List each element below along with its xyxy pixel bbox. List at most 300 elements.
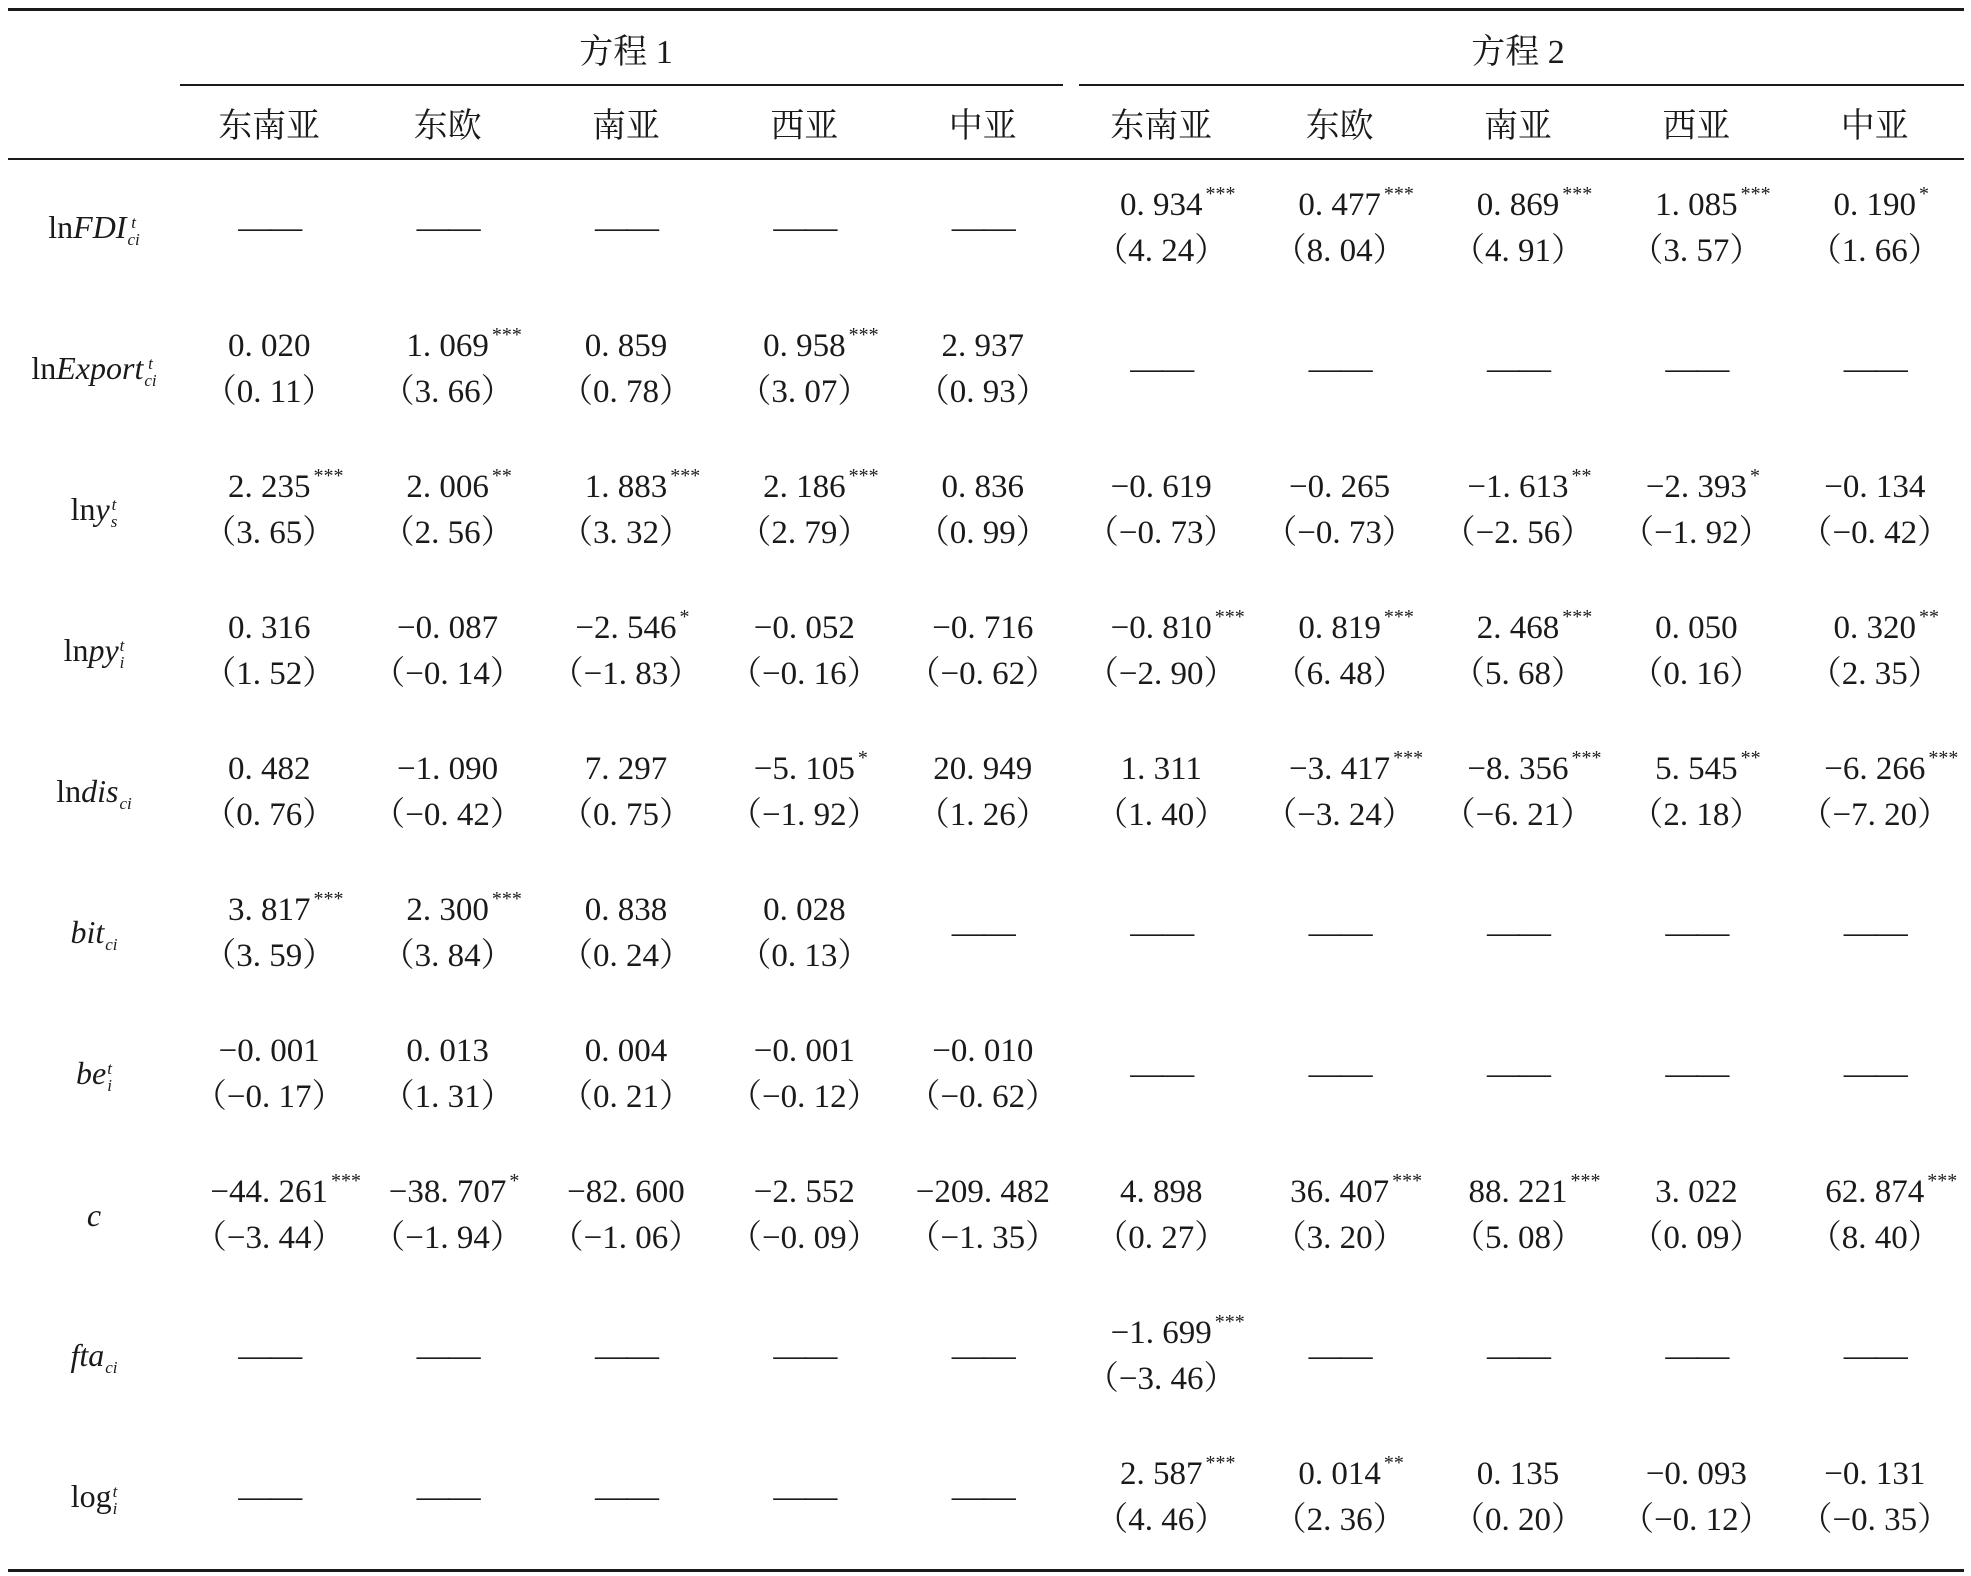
coefficient-value <box>406 323 522 366</box>
coefficient-value <box>763 892 846 930</box>
variable-name: be <box>76 1055 107 1092</box>
significance-stars: *** <box>848 464 879 487</box>
t-statistic: （−0. 62） <box>907 655 1059 692</box>
empty-cell <box>715 1286 893 1427</box>
variable-name: fta <box>70 1337 105 1374</box>
coefficient-value <box>1298 182 1414 225</box>
significance-stars: * <box>1919 182 1930 205</box>
coefficient-number: 20. 949 <box>933 750 1033 787</box>
coefficient-value <box>228 610 311 648</box>
coefficient-cell <box>537 722 715 863</box>
significance-stars: *** <box>1927 1169 1958 1192</box>
table-row <box>8 440 1964 581</box>
coefficient-value <box>397 610 498 648</box>
table-row <box>8 1286 1964 1427</box>
coefficient-value <box>406 1033 489 1071</box>
coefficient-value <box>1298 605 1414 648</box>
t-statistic: （0. 20） <box>1451 1501 1584 1538</box>
empty-dash: —— <box>1130 351 1193 387</box>
coefficient-value <box>1655 610 1738 648</box>
coefficient-cell <box>1072 440 1250 581</box>
variable-prefix: ln <box>70 491 96 528</box>
t-statistic: （3. 07） <box>738 373 871 410</box>
variable-label <box>8 1004 180 1145</box>
coefficient-number: 36. 407 <box>1290 1173 1390 1210</box>
coefficient-value <box>1119 1451 1236 1494</box>
t-statistic: （−0. 73） <box>1085 514 1237 551</box>
coefficient-number: 88. 221 <box>1468 1173 1568 1210</box>
empty-cell <box>537 158 715 299</box>
t-statistic: （−0. 42） <box>372 796 523 833</box>
t-statistic: （2. 56） <box>381 514 514 551</box>
significance-stars: *** <box>313 464 344 487</box>
t-statistic: （4. 91） <box>1451 232 1584 269</box>
coefficient-value <box>1645 464 1760 507</box>
coefficient-cell <box>180 722 358 863</box>
region-header-row <box>8 86 1964 158</box>
empty-cell <box>180 1286 358 1427</box>
coefficient-number: 5. 545 <box>1655 750 1738 787</box>
t-statistic: （−2. 90） <box>1085 655 1237 692</box>
empty-dash: —— <box>1665 915 1728 951</box>
t-statistic: （−0. 14） <box>372 655 523 692</box>
empty-cell <box>1786 299 1964 440</box>
empty-cell <box>1072 1004 1250 1145</box>
coefficient-value <box>1655 1174 1738 1212</box>
coefficient-value <box>763 464 879 507</box>
group-header-equation2: 方程 2 <box>1471 33 1565 71</box>
coefficient-cell <box>894 581 1072 722</box>
coefficient-value <box>1290 1169 1423 1212</box>
empty-dash: —— <box>1843 1056 1906 1092</box>
region-header: 中亚 <box>948 107 1017 145</box>
significance-stars: *** <box>1383 605 1414 628</box>
coefficient-cell <box>1786 722 1964 863</box>
coefficient-cell <box>1607 722 1785 863</box>
significance-stars: *** <box>1928 746 1959 769</box>
empty-cell <box>1429 863 1607 1004</box>
variable-label <box>8 158 180 299</box>
t-statistic: （4. 46） <box>1095 1501 1228 1538</box>
coefficient-value <box>916 1174 1050 1212</box>
variable-subscript: ci <box>144 370 157 390</box>
coefficient-cell <box>1250 440 1428 581</box>
coefficient-cell <box>180 581 358 722</box>
table-row <box>8 1145 1964 1286</box>
significance-stars: *** <box>313 887 344 910</box>
coefficient-cell <box>358 299 536 440</box>
variable-label <box>8 863 180 1004</box>
coefficient-cell <box>894 1004 1072 1145</box>
variable-superscript: t <box>111 494 117 514</box>
coefficient-number: 1. 069 <box>406 327 489 364</box>
coefficient-number: 0. 320 <box>1833 609 1917 646</box>
coefficient-value <box>585 328 668 366</box>
coefficient-value <box>227 887 344 930</box>
t-statistic: （0. 09） <box>1630 1219 1763 1256</box>
significance-stars: *** <box>1393 746 1424 769</box>
coefficient-cell <box>1786 1427 1964 1568</box>
coefficient-cell <box>1250 581 1428 722</box>
coefficient-value <box>585 751 668 789</box>
empty-cell <box>1429 1286 1607 1427</box>
coefficient-number: 7. 297 <box>584 750 668 787</box>
coefficient-cell <box>537 299 715 440</box>
coefficient-value <box>585 1033 668 1071</box>
coefficient-value <box>763 323 879 366</box>
coefficient-value <box>228 751 311 789</box>
coefficient-cell <box>180 1004 358 1145</box>
coefficient-value <box>1833 605 1940 648</box>
coefficient-value <box>754 610 855 648</box>
significance-stars: *** <box>1562 605 1593 628</box>
coefficient-value <box>754 1174 855 1212</box>
coefficient-number: 0. 869 <box>1476 186 1560 223</box>
table-row <box>8 299 1964 440</box>
table-row <box>8 158 1964 299</box>
coefficient-value <box>585 892 668 930</box>
coefficient-number: −0. 619 <box>1110 468 1212 505</box>
coefficient-value <box>1121 751 1202 789</box>
coefficient-cell <box>715 722 893 863</box>
coefficient-cell <box>1250 1145 1428 1286</box>
region-header: 东南亚 <box>1110 107 1213 145</box>
variable-prefix: ln <box>31 350 57 387</box>
coefficient-cell <box>1072 722 1250 863</box>
variable-label <box>8 1427 180 1568</box>
t-statistic: （−0. 16） <box>729 655 880 692</box>
table-body <box>8 158 1964 1568</box>
empty-cell <box>1429 299 1607 440</box>
empty-dash: —— <box>1843 915 1906 951</box>
group-header-row <box>8 10 1964 86</box>
coefficient-number: −209. 482 <box>915 1173 1050 1210</box>
significance-stars: *** <box>1214 605 1245 628</box>
coefficient-value <box>1468 1169 1601 1212</box>
coefficient-cell <box>1786 1145 1964 1286</box>
coefficient-value <box>753 746 868 789</box>
coefficient-number: −0. 265 <box>1289 468 1391 505</box>
coefficient-number: −1. 699 <box>1110 1314 1212 1351</box>
coefficient-value <box>933 751 1032 789</box>
t-statistic: （3. 66） <box>381 373 514 410</box>
regression-table <box>8 10 1964 1568</box>
significance-stars: *** <box>491 323 522 346</box>
coefficient-value <box>575 605 690 648</box>
coefficient-cell <box>1429 722 1607 863</box>
coefficient-number: 0. 050 <box>1655 609 1738 646</box>
significance-stars: *** <box>1383 182 1414 205</box>
variable-subscript: ci <box>105 934 118 954</box>
coefficient-value <box>1655 182 1771 225</box>
empty-cell <box>1607 299 1785 440</box>
variable-superscript: t <box>119 635 125 655</box>
coefficient-number: 0. 014 <box>1298 1455 1381 1492</box>
empty-dash: —— <box>1308 1056 1371 1092</box>
coefficient-number: 0. 482 <box>227 750 311 787</box>
empty-cell <box>894 863 1072 1004</box>
coefficient-value <box>1824 746 1959 789</box>
coefficient-cell <box>1786 158 1964 299</box>
empty-dash: —— <box>1843 351 1906 387</box>
coefficient-value <box>942 469 1025 507</box>
coefficient-cell <box>894 1145 1072 1286</box>
empty-dash: —— <box>951 1479 1014 1515</box>
table-row <box>8 581 1964 722</box>
coefficient-number: −44. 261 <box>210 1173 328 1210</box>
coefficient-value <box>227 464 344 507</box>
region-header-blank <box>8 86 180 158</box>
coefficient-cell <box>537 1004 715 1145</box>
variable-name: py <box>88 632 119 669</box>
empty-dash: —— <box>1486 1056 1549 1092</box>
t-statistic: （3. 84） <box>381 937 514 974</box>
significance-stars: ** <box>1571 464 1592 487</box>
variable-prefix: ln <box>56 773 82 810</box>
coefficient-number: −0. 716 <box>932 609 1034 646</box>
variable-name: dis <box>81 773 119 810</box>
coefficient-number: −0. 810 <box>1110 609 1212 646</box>
variable-subscript: i <box>107 1075 112 1095</box>
coefficient-number: 0. 190 <box>1833 186 1917 223</box>
coefficient-value <box>1111 469 1212 507</box>
variable-superscript: t <box>112 1481 118 1501</box>
t-statistic: （0. 16） <box>1630 655 1763 692</box>
empty-cell <box>1250 1004 1428 1145</box>
empty-dash: —— <box>594 1338 657 1374</box>
empty-dash: —— <box>1308 915 1371 951</box>
empty-dash: —— <box>416 1338 479 1374</box>
variable-subscript: ci <box>119 793 132 813</box>
variable-label <box>8 1145 180 1286</box>
coefficient-value <box>1476 605 1593 648</box>
coefficient-value <box>1824 1456 1925 1494</box>
t-statistic: （2. 36） <box>1273 1501 1406 1538</box>
t-statistic: （4. 24） <box>1095 232 1228 269</box>
t-statistic: （0. 13） <box>738 937 871 974</box>
empty-dash: —— <box>1130 1056 1193 1092</box>
coefficient-number: 0. 135 <box>1476 1455 1560 1492</box>
empty-dash: —— <box>951 210 1014 246</box>
significance-stars: * <box>1749 464 1760 487</box>
coefficient-number: 2. 186 <box>763 468 846 505</box>
t-statistic: （6. 48） <box>1273 655 1406 692</box>
variable-superscript: t <box>131 212 136 232</box>
coefficient-value <box>1467 746 1602 789</box>
region-header: 南亚 <box>591 107 660 145</box>
coefficient-value <box>1120 1174 1203 1212</box>
t-statistic: （−1. 94） <box>372 1219 523 1256</box>
coefficient-number: −38. 707 <box>388 1173 507 1210</box>
t-statistic: （−0. 12） <box>729 1078 880 1115</box>
t-statistic: （−1. 06） <box>550 1219 702 1256</box>
variable-label <box>8 722 180 863</box>
coefficient-number: −0. 010 <box>932 1032 1034 1069</box>
coefficient-cell <box>1607 581 1785 722</box>
coefficient-cell <box>358 722 536 863</box>
coefficient-cell <box>537 863 715 1004</box>
significance-stars: *** <box>331 1169 361 1192</box>
coefficient-cell <box>1607 1145 1785 1286</box>
significance-stars: ** <box>1919 605 1940 628</box>
coefficient-value <box>1110 605 1245 648</box>
empty-cell <box>358 1427 536 1568</box>
empty-dash: —— <box>951 1338 1014 1374</box>
coefficient-cell <box>1072 581 1250 722</box>
coefficient-value <box>584 464 701 507</box>
coefficient-number: 0. 836 <box>941 468 1025 505</box>
empty-dash: —— <box>951 915 1014 951</box>
empty-cell <box>1607 1004 1785 1145</box>
significance-stars: *** <box>1392 1169 1423 1192</box>
coefficient-cell <box>894 440 1072 581</box>
significance-stars: *** <box>491 887 522 910</box>
empty-dash: —— <box>416 210 479 246</box>
coefficient-cell <box>1786 581 1964 722</box>
region-header: 东欧 <box>413 107 482 145</box>
region-header: 东南亚 <box>218 107 321 145</box>
t-statistic: （−1. 83） <box>550 655 702 692</box>
significance-stars: * <box>509 1169 520 1192</box>
coefficient-number: 0. 934 <box>1119 186 1203 223</box>
significance-stars: *** <box>1571 746 1602 769</box>
region-header: 东欧 <box>1305 107 1374 145</box>
empty-dash: —— <box>1130 915 1193 951</box>
coefficient-cell <box>180 1145 361 1286</box>
table-row <box>8 863 1964 1004</box>
coefficient-number: 2. 468 <box>1476 609 1560 646</box>
coefficient-cell <box>715 1004 893 1145</box>
t-statistic: （1. 66） <box>1808 232 1941 269</box>
empty-dash: —— <box>773 1479 836 1515</box>
t-statistic: （0. 11） <box>203 373 335 410</box>
variable-prefix: ln <box>48 209 74 246</box>
coefficient-cell <box>358 863 536 1004</box>
coefficient-value <box>219 1033 320 1071</box>
empty-cell <box>180 1427 358 1568</box>
coefficient-value <box>754 1033 855 1071</box>
empty-cell <box>894 1286 1072 1427</box>
significance-stars: *** <box>1214 1310 1245 1333</box>
coefficient-number: 2. 006 <box>406 468 489 505</box>
coefficient-cell <box>715 863 893 1004</box>
variable-label <box>8 1286 180 1427</box>
empty-cell <box>358 1286 536 1427</box>
coefficient-cell <box>537 581 715 722</box>
coefficient-cell <box>358 581 536 722</box>
table-row <box>8 1004 1964 1145</box>
coefficient-number: −0. 134 <box>1824 468 1926 505</box>
coefficient-value <box>388 1169 520 1212</box>
empty-dash: —— <box>238 1338 301 1374</box>
coefficient-number: −0. 001 <box>218 1032 320 1069</box>
coefficient-cell <box>894 722 1072 863</box>
t-statistic: （1. 31） <box>381 1078 514 1115</box>
coefficient-value <box>1289 746 1424 789</box>
variable-label <box>8 440 180 581</box>
t-statistic: （3. 32） <box>559 514 692 551</box>
coefficient-cell <box>715 299 893 440</box>
corner-cell <box>8 10 180 86</box>
significance-stars: *** <box>848 323 879 346</box>
significance-stars: *** <box>1740 182 1771 205</box>
t-statistic: （0. 76） <box>203 796 336 833</box>
variable-subscript: i <box>112 1498 118 1518</box>
variable-name: Export <box>56 350 144 387</box>
coefficient-number: −2. 552 <box>753 1173 855 1210</box>
coefficient-value <box>397 751 498 789</box>
coefficient-cell <box>180 299 358 440</box>
coefficient-number: 1. 883 <box>584 468 668 505</box>
empty-dash: —— <box>773 1338 836 1374</box>
empty-dash: —— <box>1665 1338 1728 1374</box>
coefficient-number: −2. 546 <box>575 609 677 646</box>
coefficient-value <box>1825 1169 1958 1212</box>
coefficient-value <box>406 464 512 507</box>
coefficient-cell <box>1786 440 1964 581</box>
table-bottom-rule <box>8 1569 1964 1572</box>
t-statistic: （8. 40） <box>1808 1219 1941 1256</box>
t-statistic: （0. 21） <box>559 1078 692 1115</box>
coefficient-value <box>210 1169 361 1212</box>
t-statistic: （−0. 62） <box>907 1078 1059 1115</box>
coefficient-number: 2. 937 <box>941 327 1025 364</box>
coefficient-cell <box>715 581 893 722</box>
t-statistic: （2. 18） <box>1630 796 1763 833</box>
group-header-equation1: 方程 1 <box>579 33 673 71</box>
coefficient-number: 2. 235 <box>227 468 311 505</box>
coefficient-cell <box>1250 722 1428 863</box>
variable-label <box>8 581 180 722</box>
significance-stars: * <box>857 746 868 769</box>
t-statistic: （−3. 44） <box>193 1219 345 1256</box>
coefficient-cell <box>1250 1427 1428 1568</box>
coefficient-cell <box>358 440 536 581</box>
coefficient-number: 0. 028 <box>763 891 846 928</box>
empty-cell <box>1072 863 1250 1004</box>
coefficient-cell <box>358 1145 536 1286</box>
significance-stars: *** <box>1205 1451 1236 1474</box>
coefficient-cell <box>715 1145 893 1286</box>
coefficient-value <box>1298 1451 1404 1494</box>
empty-cell <box>180 158 358 299</box>
t-statistic: （−0. 35） <box>1799 1501 1951 1538</box>
t-statistic: （−0. 09） <box>729 1219 880 1256</box>
coefficient-cell <box>180 440 358 581</box>
t-statistic: （−0. 17） <box>193 1078 345 1115</box>
empty-cell <box>715 158 893 299</box>
t-statistic: （−6. 21） <box>1442 796 1594 833</box>
variable-superscript <box>105 919 117 936</box>
t-statistic: （1. 40） <box>1095 796 1228 833</box>
significance-stars: * <box>679 605 690 628</box>
significance-stars: ** <box>1383 1451 1404 1474</box>
t-statistic: （8. 04） <box>1273 232 1406 269</box>
t-statistic: （5. 68） <box>1451 655 1584 692</box>
coefficient-cell <box>1607 440 1785 581</box>
variable-name: FDI <box>73 209 127 246</box>
coefficient-cell <box>1429 1427 1607 1568</box>
region-header: 中亚 <box>1840 107 1909 145</box>
empty-cell <box>1786 863 1964 1004</box>
coefficient-number: 0. 958 <box>763 327 846 364</box>
significance-stars: *** <box>1562 182 1593 205</box>
coefficient-number: 0. 020 <box>227 327 311 364</box>
coefficient-cell <box>1072 158 1250 299</box>
coefficient-value <box>1289 469 1390 507</box>
coefficient-cell <box>1429 581 1607 722</box>
empty-dash: —— <box>594 210 657 246</box>
